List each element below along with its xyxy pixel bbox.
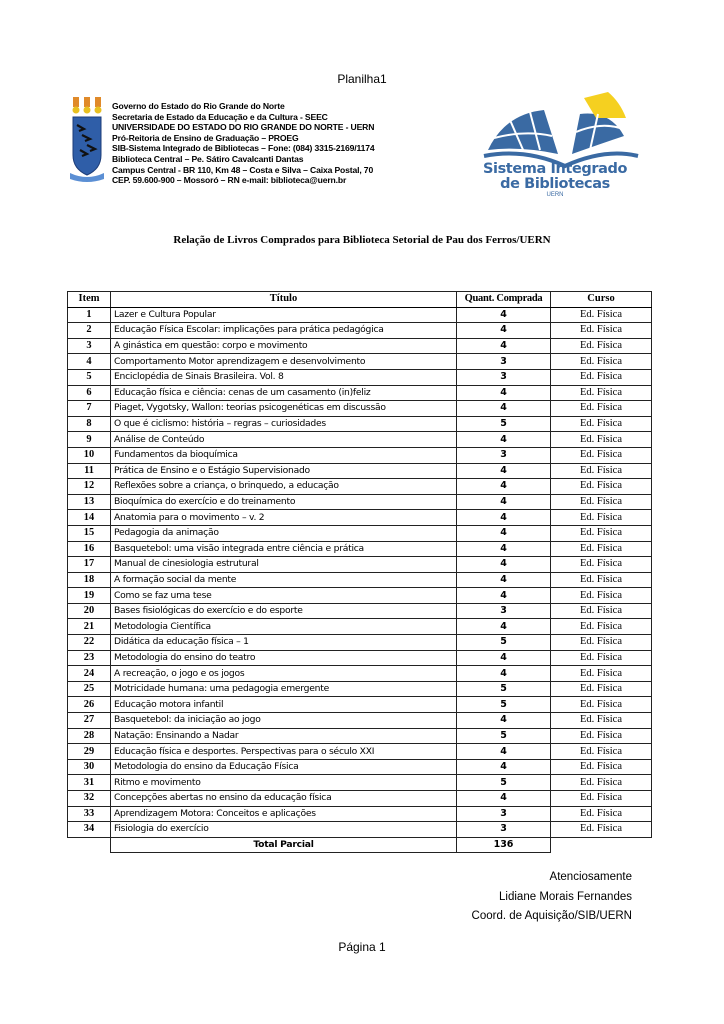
table-row [68, 666, 652, 682]
title-cell: Educação Física Escolar: implicações para prática pedagógica [111, 323, 457, 339]
title-cell: Aprendizagem Motora: Conceitos e aplicações [111, 806, 457, 822]
course-cell: Ed. Física [551, 759, 652, 775]
item-cell: 6 [68, 385, 111, 401]
signature-closing: Atenciosamente [549, 871, 632, 883]
title-cell: Lazer e Cultura Popular [111, 307, 457, 323]
course-cell: Ed. Física [551, 354, 652, 370]
table-row [68, 822, 652, 838]
header-line: Biblioteca Central – Pe. Sátiro Cavalcanti Dantas [112, 153, 304, 164]
crest-torches [73, 97, 102, 114]
header-line: SIB-Sistema Integrado de Bibliotecas – Fone: (084) 3315-2169/1174 [112, 143, 375, 154]
table-row [68, 806, 652, 822]
quantity-cell: 5 [457, 416, 551, 432]
table-row [68, 479, 652, 495]
title-cell: A ginástica em questão: corpo e movimento [111, 338, 457, 354]
quantity-cell: 4 [457, 525, 551, 541]
course-cell: Ed. Física [551, 369, 652, 385]
column-header-title: Título [111, 292, 457, 308]
sheet-title: Planilha1 [337, 72, 387, 86]
table-row [68, 369, 652, 385]
course-cell: Ed. Física [551, 697, 652, 713]
item-cell: 27 [68, 713, 111, 729]
item-cell: 15 [68, 525, 111, 541]
item-cell: 1 [68, 307, 111, 323]
table-row [68, 354, 652, 370]
title-cell: Didática da educação física – 1 [111, 635, 457, 651]
table-row [68, 432, 652, 448]
title-cell: Motricidade humana: uma pedagogia emergente [111, 681, 457, 697]
uern-crest-icon [68, 95, 106, 187]
table-row [68, 307, 652, 323]
sib-logo-sub: UERN [546, 192, 564, 198]
item-cell: 34 [68, 822, 111, 838]
item-cell: 22 [68, 635, 111, 651]
item-cell: 19 [68, 588, 111, 604]
table-row [68, 323, 652, 339]
table-row [68, 728, 652, 744]
title-cell: Educação motora infantil [111, 697, 457, 713]
table-row [68, 525, 652, 541]
table-row [68, 541, 652, 557]
quantity-cell: 3 [457, 603, 551, 619]
quantity-cell: 3 [457, 447, 551, 463]
table-row [68, 603, 652, 619]
table-row [68, 744, 652, 760]
table-row [68, 775, 652, 791]
title-cell: Fundamentos da bioquímica [111, 447, 457, 463]
header-line: Campus Central - BR 110, Km 48 – Costa e Silva – Caixa Postal, 70 [112, 164, 374, 175]
table-row [68, 401, 652, 417]
title-cell: Metodologia do ensino do teatro [111, 650, 457, 666]
course-cell: Ed. Física [551, 416, 652, 432]
quantity-cell: 4 [457, 650, 551, 666]
sib-logo-text [480, 162, 630, 192]
title-cell: Educação física e ciência: cenas de um casamento (in)feliz [111, 385, 457, 401]
books-table [67, 291, 652, 853]
quantity-cell: 5 [457, 775, 551, 791]
document-title: Relação de Livros Comprados para Biblioteca Setorial de Pau dos Ferros/UERN [173, 234, 551, 246]
quantity-cell: 4 [457, 385, 551, 401]
course-cell: Ed. Física [551, 728, 652, 744]
column-header-quantity: Quant. Comprada [457, 292, 551, 308]
header-line: Governo do Estado do Rio Grande do Norte [112, 101, 285, 111]
header-line: UNIVERSIDADE DO ESTADO DO RIO GRANDE DO NORTE - UERN [112, 122, 375, 133]
course-cell: Ed. Física [551, 447, 652, 463]
title-cell: A recreação, o jogo e os jogos [111, 666, 457, 682]
title-cell: Piaget, Vygotsky, Wallon: teorias psicogenéticas em discussão [111, 401, 457, 417]
table-header-row [68, 292, 652, 308]
title-cell: Anatomia para o movimento – v. 2 [111, 510, 457, 526]
course-cell: Ed. Física [551, 635, 652, 651]
title-cell: Metodologia Científica [111, 619, 457, 635]
table-row [68, 619, 652, 635]
course-cell: Ed. Física [551, 603, 652, 619]
quantity-cell: 4 [457, 619, 551, 635]
course-cell: Ed. Física [551, 572, 652, 588]
table-row [68, 510, 652, 526]
title-cell: Prática de Ensino e o Estágio Supervisionado [111, 463, 457, 479]
course-cell: Ed. Física [551, 557, 652, 573]
course-cell: Ed. Física [551, 385, 652, 401]
page-number: Página 1 [338, 940, 386, 954]
item-cell: 12 [68, 479, 111, 495]
item-cell: 24 [68, 666, 111, 682]
item-cell: 33 [68, 806, 111, 822]
item-cell: 28 [68, 728, 111, 744]
title-cell: Ritmo e movimento [111, 775, 457, 791]
title-cell: Basquetebol: da iniciação ao jogo [111, 713, 457, 729]
quantity-cell: 3 [457, 369, 551, 385]
item-cell: 25 [68, 681, 111, 697]
table-row [68, 713, 652, 729]
quantity-cell: 4 [457, 401, 551, 417]
total-row [68, 837, 652, 853]
title-cell: A formação social da mente [111, 572, 457, 588]
item-cell: 26 [68, 697, 111, 713]
table-row [68, 681, 652, 697]
item-cell: 14 [68, 510, 111, 526]
title-cell: Metodologia do ensino da Educação Física [111, 759, 457, 775]
course-cell: Ed. Física [551, 307, 652, 323]
course-cell: Ed. Física [551, 806, 652, 822]
quantity-cell: 5 [457, 697, 551, 713]
table-row [68, 791, 652, 807]
item-cell: 20 [68, 603, 111, 619]
course-cell: Ed. Física [551, 323, 652, 339]
quantity-cell: 4 [457, 759, 551, 775]
item-cell: 3 [68, 338, 111, 354]
quantity-cell: 4 [457, 494, 551, 510]
item-cell: 5 [68, 369, 111, 385]
title-cell: Concepções abertas no ensino da educação física [111, 791, 457, 807]
table-row [68, 338, 652, 354]
header-line: CEP. 59.600-900 – Mossoró – RN e-mail: biblioteca@uern.br [112, 175, 347, 186]
item-cell: 18 [68, 572, 111, 588]
course-cell: Ed. Física [551, 588, 652, 604]
title-cell: Como se faz uma tese [111, 588, 457, 604]
course-cell: Ed. Física [551, 666, 652, 682]
title-cell: Pedagogia da animação [111, 525, 457, 541]
item-cell: 7 [68, 401, 111, 417]
quantity-cell: 4 [457, 572, 551, 588]
title-cell: Basquetebol: uma visão integrada entre ciência e prática [111, 541, 457, 557]
sib-logo-line2: de Bibliotecas [500, 176, 610, 192]
title-cell: Bioquímica do exercício e do treinamento [111, 494, 457, 510]
title-cell: Fisiologia do exercício [111, 822, 457, 838]
course-cell: Ed. Física [551, 744, 652, 760]
title-cell: Reflexões sobre a criança, o brinquedo, a educação [111, 479, 457, 495]
table-row [68, 447, 652, 463]
signature-block [472, 868, 632, 927]
table-row [68, 759, 652, 775]
course-cell: Ed. Física [551, 432, 652, 448]
column-header-item: Item [68, 292, 111, 308]
quantity-cell: 5 [457, 728, 551, 744]
course-cell: Ed. Física [551, 713, 652, 729]
item-cell: 10 [68, 447, 111, 463]
item-cell: 32 [68, 791, 111, 807]
course-cell: Ed. Física [551, 541, 652, 557]
item-cell: 2 [68, 323, 111, 339]
item-cell: 21 [68, 619, 111, 635]
table-body [68, 307, 652, 837]
item-cell: 29 [68, 744, 111, 760]
header-line: Secretaria de Estado da Educação e da Cultura - SEEC [112, 111, 328, 122]
table-row [68, 416, 652, 432]
item-cell: 30 [68, 759, 111, 775]
quantity-cell: 4 [457, 510, 551, 526]
course-cell: Ed. Física [551, 650, 652, 666]
item-cell: 16 [68, 541, 111, 557]
table-row [68, 572, 652, 588]
quantity-cell: 4 [457, 432, 551, 448]
course-cell: Ed. Física [551, 525, 652, 541]
quantity-cell: 4 [457, 791, 551, 807]
total-blank-cell [68, 837, 111, 853]
course-cell: Ed. Física [551, 401, 652, 417]
quantity-cell: 4 [457, 463, 551, 479]
table-row [68, 697, 652, 713]
item-cell: 13 [68, 494, 111, 510]
title-cell: Educação física e desportes. Perspectivas para o século XXI [111, 744, 457, 760]
signature-role: Coord. de Aquisição/SIB/UERN [471, 910, 632, 922]
course-cell: Ed. Física [551, 681, 652, 697]
quantity-cell: 4 [457, 588, 551, 604]
table-row [68, 494, 652, 510]
quantity-cell: 3 [457, 806, 551, 822]
course-cell: Ed. Física [551, 479, 652, 495]
course-cell: Ed. Física [551, 338, 652, 354]
total-value: 136 [457, 837, 551, 853]
quantity-cell: 4 [457, 323, 551, 339]
title-cell: Comportamento Motor aprendizagem e desenvolvimento [111, 354, 457, 370]
quantity-cell: 4 [457, 713, 551, 729]
quantity-cell: 4 [457, 479, 551, 495]
course-cell: Ed. Física [551, 775, 652, 791]
table-row [68, 557, 652, 573]
signature-name: Lidiane Morais Fernandes [499, 890, 632, 903]
course-cell: Ed. Física [551, 510, 652, 526]
header-line: Pró-Reitoria de Ensino de Graduação – PROEG [112, 132, 299, 143]
quantity-cell: 3 [457, 354, 551, 370]
course-cell: Ed. Física [551, 494, 652, 510]
total-blank-cell [551, 837, 652, 853]
course-cell: Ed. Física [551, 619, 652, 635]
table-row [68, 588, 652, 604]
quantity-cell: 3 [457, 822, 551, 838]
item-cell: 31 [68, 775, 111, 791]
item-cell: 8 [68, 416, 111, 432]
title-cell: O que é ciclismo: história – regras – curiosidades [111, 416, 457, 432]
item-cell: 17 [68, 557, 111, 573]
column-header-course: Curso [551, 292, 652, 308]
course-cell: Ed. Física [551, 463, 652, 479]
quantity-cell: 4 [457, 307, 551, 323]
title-cell: Bases fisiológicas do exercício e do esporte [111, 603, 457, 619]
quantity-cell: 4 [457, 744, 551, 760]
title-cell: Enciclopédia de Sinais Brasileira. Vol. 8 [111, 369, 457, 385]
item-cell: 9 [68, 432, 111, 448]
table-row [68, 650, 652, 666]
quantity-cell: 4 [457, 541, 551, 557]
institution-header [112, 101, 375, 186]
total-label: Total Parcial [111, 837, 457, 853]
item-cell: 4 [68, 354, 111, 370]
quantity-cell: 4 [457, 666, 551, 682]
title-cell: Natação: Ensinando a Nadar [111, 728, 457, 744]
quantity-cell: 4 [457, 338, 551, 354]
sib-logo-line1: Sistema Integrado [482, 161, 628, 177]
table-row [68, 463, 652, 479]
table-row [68, 635, 652, 651]
table-row [68, 385, 652, 401]
course-cell: Ed. Física [551, 822, 652, 838]
item-cell: 23 [68, 650, 111, 666]
course-cell: Ed. Física [551, 791, 652, 807]
quantity-cell: 4 [457, 557, 551, 573]
title-cell: Análise de Conteúdo [111, 432, 457, 448]
quantity-cell: 5 [457, 635, 551, 651]
item-cell: 11 [68, 463, 111, 479]
title-cell: Manual de cinesiologia estrutural [111, 557, 457, 573]
quantity-cell: 5 [457, 681, 551, 697]
